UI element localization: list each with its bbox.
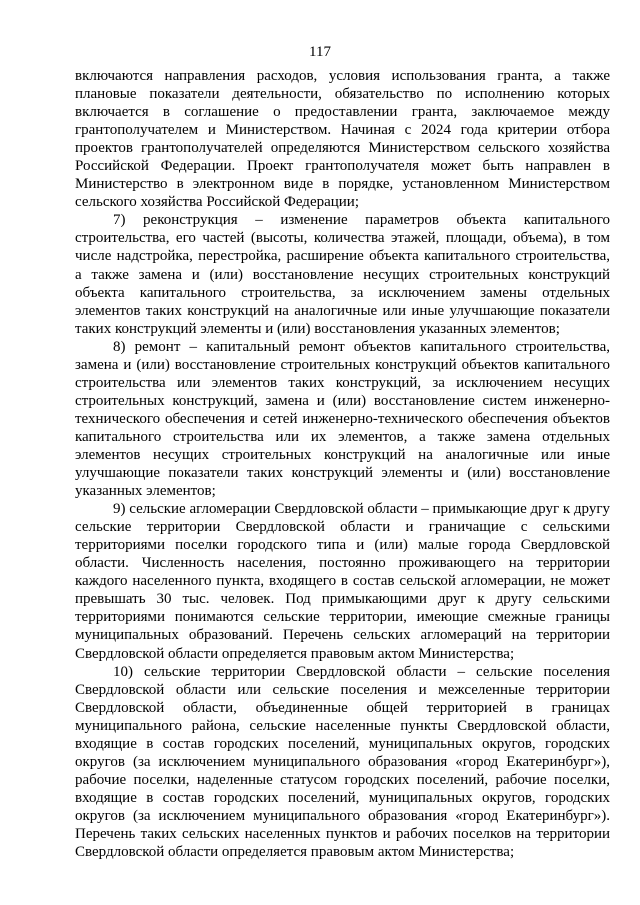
paragraph-item-7: 7) реконструкция – изменение параметров объекта капитального строительства, его частей (высоты, количества этажей, площади, объема), в том числе надстройка, перестройка, расширение объекта капитального строительства, а также замена и (или) восстановление несущих строительных конструкций объекта капитального строительства, за исключением замены отдельных элементов таких конструкций на аналогичные или иные улучшающие показатели таких конструкций элементы и (или) восстановления указанных элементов;	[75, 212, 610, 337]
paragraph-item-9: 9) сельские агломерации Свердловской области – примыкающие друг к другу сельские территории Свердловской области и граничащие с сельскими территориями поселки городского типа и (или) малые города Свердловской области. Численность населения, постоянно проживающего на территории каждого населенного пункта, входящего в состав сельской агломерации, не может превышать 30 тыс. человек. Под примыкающими друг к другу сельскими территориями понимаются сельские территории, имеющие смежные границы муниципальных образований. Перечень сельских агломераций на территории Свердловской области определяется правовым актом Министерства;	[75, 501, 611, 662]
document-body	[75, 67, 610, 861]
page-number: 117	[309, 44, 331, 60]
paragraph-continuation: включаются направления расходов, условия использования гранта, а также плановые показатели деятельности, обязательство по исполнению которых включается в соглашение о предоставлении гранта, заключаемое между грантополучателем и Министерством. Начиная с 2024 года критерии отбора проектов грантополучателей определяются Министерством сельского хозяйства Российской Федерации. Проект грантополучателя может быть направлен в Министерство в электронном виде в порядке, установленном Министерством сельского хозяйства Российской Федерации;	[75, 68, 610, 211]
paragraph-item-8: 8) ремонт – капитальный ремонт объектов капитального строительства, замена и (или) восстановление строительных конструкций объектов капитального строительства или элементов таких конструкций, за исключением несущих строительных конструкций, замена и (или) восстановление систем инженерно-технического обеспечения и сетей инженерно-технического обеспечения объектов капитального строительства или их элементов, а также замена отдельных элементов несущих строительных конструкций на аналогичные или иные улучшающие показатели таких конструкций элементы и (или) восстановление указанных элементов;	[75, 338, 610, 500]
paragraph-item-10: 10) сельские территории Свердловской области – сельские поселения Свердловской области или сельские поселения и межселенные территории Свердловской области, объединенные общей территорией в границах муниципального района, сельские населенные пункты Свердловской области, входящие в состав городских поселений, муниципальных округов, городских округов (за исключением муниципального образования «город Екатеринбург»), рабочие поселки, наделенные статусом городских поселений, рабочие поселки, входящие в состав городских поселений, муниципальных округов, городских округов (за исключением муниципального образования «город Екатеринбург»). Перечень таких сельских населенных пунктов и рабочих поселков на территории Свердловской области определяется правовым актом Министерства;	[75, 663, 610, 861]
